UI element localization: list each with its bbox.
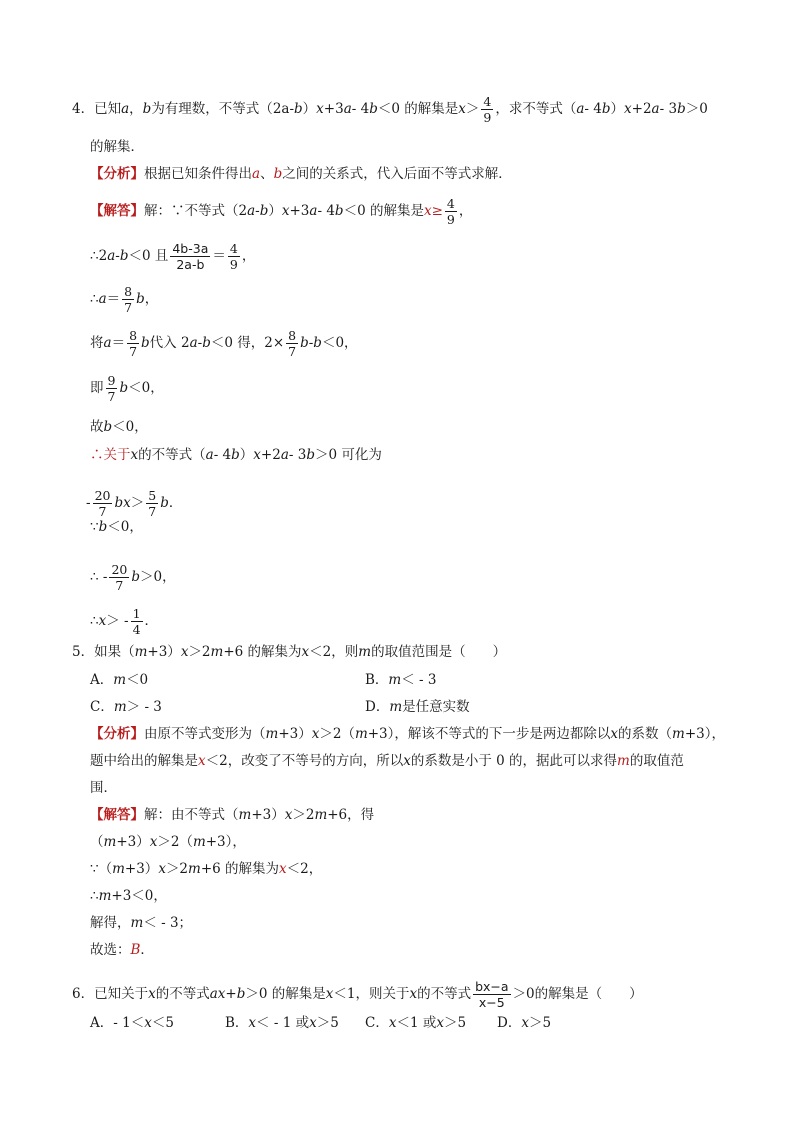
var: m (112, 861, 125, 877)
text: ∴ (90, 290, 99, 307)
text: - 4 (584, 100, 602, 117)
text: ） (268, 202, 282, 219)
var: x (284, 807, 293, 823)
text: ） (610, 100, 625, 117)
fraction-numerator: 4 (483, 94, 492, 109)
text: 题中给出的解集是 (90, 753, 198, 769)
text: - 1＜ (113, 1015, 145, 1031)
text: 的取值范围是（ ） (371, 644, 507, 660)
text: ＜ - 1 或 (256, 1015, 310, 1031)
text: 为有理数，不等式（ (151, 100, 273, 117)
text: 的系数（ (618, 726, 673, 742)
analysis-tag: 【分析】 (90, 166, 144, 182)
text: ＜ - 3 (401, 672, 437, 688)
text: ） (239, 447, 254, 463)
q5-option-a[interactable] (90, 674, 148, 688)
fraction-denominator: 7 (129, 344, 138, 360)
text: ＞2（ (319, 726, 355, 742)
q5-solution-line-5 (90, 917, 192, 931)
fraction (106, 374, 118, 403)
var: m (354, 726, 368, 742)
var: b (236, 985, 246, 1002)
text: ＜0， (321, 334, 358, 351)
var: a (103, 334, 112, 351)
text: ＜0， (107, 519, 143, 535)
fraction-numerator: 5 (148, 488, 157, 503)
var: m (134, 644, 148, 660)
var: m (98, 888, 112, 904)
var: x (279, 861, 287, 877)
text: 的不等式 (155, 985, 210, 1002)
fraction-denominator: 7 (288, 344, 297, 360)
answer: B (130, 942, 141, 958)
text: ＞0 的解集是 (245, 985, 326, 1002)
text: ＞5 (443, 1015, 467, 1031)
fraction-numerator: 4 (446, 196, 455, 211)
text: 的解集． (90, 139, 144, 155)
text: ∴2 (90, 247, 108, 264)
fraction-denominator: 7 (98, 504, 107, 520)
fraction (146, 489, 158, 518)
text: +3） (124, 861, 159, 877)
var: b (334, 202, 344, 219)
text: 的不等式 (417, 985, 472, 1002)
text: - (86, 494, 91, 511)
text: 代入 2 (149, 334, 190, 351)
var: b (103, 419, 113, 435)
fraction-numerator: 1 (132, 606, 141, 621)
q4-solution-line-2 (90, 242, 255, 271)
var: x (144, 1015, 152, 1031)
q4-solution-line-8 (86, 489, 182, 518)
var: x (309, 1015, 317, 1031)
var: a (280, 447, 289, 463)
var: x (325, 985, 334, 1002)
text: ， (129, 100, 143, 117)
var: x (248, 1015, 257, 1031)
option-letter: D． (497, 1015, 522, 1031)
text: 故选： (90, 942, 131, 958)
var: a (107, 247, 116, 264)
text: - (308, 334, 314, 351)
question-5-line-1 (72, 646, 506, 660)
text: 已知 (94, 100, 122, 117)
q6-option-b[interactable] (225, 1017, 339, 1031)
q4-solution-line-10 (90, 563, 176, 592)
q4-solution-line-1 (90, 197, 472, 226)
q4-analysis (90, 168, 512, 182)
var: a (252, 166, 261, 182)
fraction-numerator: 9 (107, 373, 116, 388)
fraction (127, 329, 139, 358)
var: a (309, 202, 318, 219)
var: ax (209, 985, 226, 1002)
text: ＞2 (188, 644, 211, 660)
text: ＞2（ (157, 834, 193, 850)
text: ＞5 (528, 1015, 552, 1031)
fraction-numerator: 20 (94, 488, 111, 503)
text: ＜5 (151, 1015, 174, 1031)
text: ，求不等式（ (495, 100, 577, 117)
text: ， (144, 290, 159, 307)
text: （ (90, 834, 104, 850)
var: x (403, 753, 411, 769)
text: +3）， (684, 726, 725, 742)
text: 是任意实数 (402, 699, 470, 715)
var: m (672, 726, 685, 742)
var: b (160, 494, 169, 511)
var: x (281, 202, 290, 219)
q5-solution-line-2 (90, 836, 246, 850)
fraction-numerator: 8 (288, 328, 297, 343)
var: m (113, 699, 127, 715)
text: - (115, 247, 120, 264)
var: m (238, 807, 252, 823)
fraction-numerator: 8 (129, 328, 138, 343)
text: 围． (90, 780, 117, 796)
question-number: 4． (72, 100, 95, 117)
var: x (158, 861, 166, 877)
text: 之间的关系式，代入后面不等式求解． (282, 166, 512, 182)
q4-solution-line-11 (90, 607, 158, 636)
text: 已知关于 (94, 985, 149, 1002)
fraction-denominator: 9 (483, 110, 492, 126)
text: ． (144, 612, 159, 629)
text: ＜2，改变了不等号的方向，所以 (205, 753, 404, 769)
text: +3＜0， (111, 888, 167, 904)
text: ＜ - 3； (143, 915, 193, 931)
q4-solution-line-3 (90, 285, 158, 314)
fraction-denominator: 7 (148, 504, 157, 520)
var: b (677, 100, 686, 117)
var: x (610, 726, 619, 742)
var: a (247, 202, 256, 219)
var: b (98, 519, 108, 535)
text: - 3 (659, 100, 678, 117)
solution-tag: 【解答】 (90, 202, 144, 219)
fraction-denominator: 7 (107, 389, 116, 405)
text: + (225, 985, 237, 1002)
text: ∵ (90, 519, 99, 535)
fraction (109, 563, 129, 592)
fraction-denominator: 9 (229, 257, 238, 273)
text: ∴ - (90, 568, 108, 585)
option-letter: C． (365, 1015, 389, 1031)
var: m (113, 672, 127, 688)
text: +6，得 (327, 807, 375, 823)
var: x (149, 834, 158, 850)
text: 解得， (90, 915, 131, 931)
var: b (259, 202, 269, 219)
text: +3），解该不等式的下一步是两边都除以 (367, 726, 611, 742)
text: 根据已知条件得出 (144, 166, 252, 182)
fraction (445, 197, 457, 226)
text: +3 (323, 100, 344, 117)
text: +3） (278, 726, 312, 742)
var: m (389, 699, 403, 715)
question-6-line-1 (72, 980, 643, 1009)
var: b (136, 290, 145, 307)
var: x (311, 726, 320, 742)
var: b (300, 334, 309, 351)
var: x (98, 612, 107, 629)
fraction-numerator: 4 (229, 241, 238, 256)
text: +2 (260, 447, 281, 463)
var: b (273, 166, 283, 182)
q4-solution-line-6 (90, 421, 148, 435)
q5-solution-line-4 (90, 890, 167, 904)
highlight (423, 202, 443, 219)
fraction (93, 489, 113, 518)
question-4-line-2 (90, 141, 144, 155)
var: m (192, 834, 206, 850)
fraction-numerator: 4b-3a (172, 241, 209, 256)
fraction (473, 980, 510, 1009)
var: x (388, 1015, 397, 1031)
fraction (122, 285, 134, 314)
text: ≥ (431, 202, 443, 219)
text: +3） (251, 807, 285, 823)
var: m (388, 672, 402, 688)
text: ＝ (106, 290, 121, 307)
text: ＜1，则关于 (333, 985, 410, 1002)
text: ＜1 或 (396, 1015, 437, 1031)
text: ＞2 (292, 807, 315, 823)
text: 的不等式（ (138, 447, 206, 463)
var: b (369, 100, 378, 117)
text: 、 (260, 166, 274, 182)
var: x (458, 100, 466, 117)
var: b (119, 247, 129, 264)
text: - (255, 202, 260, 219)
fraction-denominator: 7 (124, 300, 133, 316)
fraction (131, 607, 143, 636)
fraction-denominator: 2a-b (176, 257, 205, 273)
option-letter: A． (90, 1015, 114, 1031)
var: a (576, 100, 585, 117)
text: ＜2，则 (309, 644, 359, 660)
question-number: 6． (72, 985, 95, 1002)
text: ∵（ (90, 861, 113, 877)
var: x (301, 644, 310, 660)
text: ＜0 且 (128, 247, 169, 264)
q4-solution-line-9 (90, 521, 143, 535)
text: - (197, 334, 203, 351)
var: m (265, 726, 279, 742)
var: m (314, 807, 328, 823)
option-letter: D． (365, 699, 390, 715)
var: x (198, 753, 206, 769)
var: x (436, 1015, 444, 1031)
var: b (119, 379, 129, 396)
text: ＜0 的解集是 (377, 100, 459, 117)
text: ＞ - (106, 612, 129, 629)
text: ＞0 (685, 100, 708, 117)
var: b (306, 447, 315, 463)
var: m (617, 753, 630, 769)
var: m (188, 861, 201, 877)
question-4-line-1 (72, 95, 708, 124)
text: 由原不等式变形为（ (144, 726, 266, 742)
q6-option-d[interactable] (497, 1017, 551, 1031)
option-letter: C． (90, 699, 114, 715)
text: +3） (147, 644, 181, 660)
text: ＞0 可化为 (315, 447, 382, 463)
text: ． (140, 942, 154, 958)
q4-solution-line-5 (90, 374, 164, 403)
q4-solution-line-7 (90, 449, 382, 463)
text: 故 (90, 419, 104, 435)
var: x (423, 202, 432, 219)
text: ＜2， (286, 861, 323, 877)
text: 的系数是小于 0 的，据此可以求得 (410, 753, 618, 769)
text: +2 (631, 100, 652, 117)
text: ∴ (90, 888, 99, 904)
text: ＜0， (112, 419, 148, 435)
var: b (601, 100, 611, 117)
text: +3）， (205, 834, 246, 850)
fraction-denominator: 4 (132, 622, 141, 638)
text: ＝ (111, 334, 126, 351)
text: ， (241, 247, 256, 264)
text: ， (458, 202, 473, 219)
var: a (343, 100, 352, 117)
var: b (294, 100, 303, 117)
text: 将 (90, 334, 104, 351)
text: ） (302, 100, 317, 117)
q6-option-a[interactable] (90, 1017, 174, 1031)
text: 解：由不等式（ (144, 807, 239, 823)
q5-analysis-line-3 (90, 782, 117, 796)
text: - 4 (351, 100, 370, 117)
q5-analysis-line-1 (90, 728, 725, 742)
var: x (409, 985, 418, 1002)
text: ＞ - 3 (126, 699, 162, 715)
text: ＞ (465, 100, 480, 117)
q5-solution-line-6 (90, 944, 154, 958)
text: 解：∵不等式（2 (144, 202, 248, 219)
fraction-denominator: 9 (446, 212, 455, 228)
text: 的取值范 (629, 753, 684, 769)
q5-option-b[interactable] (365, 674, 436, 688)
analysis-tag: 【分析】 (90, 726, 144, 742)
text: - 3 (288, 447, 307, 463)
text: +3 (289, 202, 310, 219)
var: m (358, 644, 372, 660)
text: ∴关于 (90, 447, 131, 463)
text: ＞0的解集是（ ） (512, 985, 643, 1002)
var: b (131, 568, 141, 585)
var: b (313, 334, 322, 351)
fraction-numerator: 8 (124, 284, 133, 299)
var: b (142, 100, 152, 117)
text: 2a (272, 100, 290, 117)
fraction-numerator: 20 (111, 562, 128, 577)
fraction (170, 242, 210, 271)
text: ＞5 (316, 1015, 339, 1031)
text: 即 (90, 379, 104, 396)
option-letter: B． (365, 672, 389, 688)
q4-solution-line-4 (90, 329, 358, 358)
option-letter: A． (90, 672, 114, 688)
question-number: 5． (72, 644, 95, 660)
text: 如果（ (94, 644, 135, 660)
text: ＞0， (140, 568, 176, 585)
var: a (205, 447, 214, 463)
var: x (624, 100, 632, 117)
text: ＝ (212, 247, 226, 264)
text: - 4 (317, 202, 335, 219)
var: b (202, 334, 211, 351)
fraction-numerator: bx−a (475, 979, 509, 994)
q5-solution-line-1 (90, 809, 374, 823)
fraction-denominator: 7 (115, 578, 124, 594)
var: x (180, 644, 189, 660)
text: ∴ (90, 612, 99, 629)
fraction (228, 242, 240, 271)
text: - 4 (213, 447, 232, 463)
var: x (148, 985, 156, 1002)
text: - (289, 100, 295, 117)
var: a (121, 100, 130, 117)
fraction-denominator: x−5 (478, 995, 505, 1011)
var: bx (114, 494, 131, 511)
text: ＜0 得，2× (210, 334, 285, 351)
q5-solution-line-3 (90, 863, 322, 877)
text: ＜0， (128, 379, 164, 396)
text: ＜0 (126, 672, 149, 688)
text: ＜0 的解集是 (343, 202, 424, 219)
var: a (189, 334, 198, 351)
solution-tag: 【解答】 (90, 807, 144, 823)
text: ＞2 (165, 861, 189, 877)
var: x (253, 447, 261, 463)
fraction (481, 95, 493, 124)
var: a (651, 100, 660, 117)
var: b (231, 447, 240, 463)
option-letter: B． (225, 1015, 249, 1031)
var: x (521, 1015, 529, 1031)
q5-option-d[interactable] (365, 701, 470, 715)
var: x (130, 447, 139, 463)
q6-option-c[interactable] (365, 1017, 466, 1031)
text: ＞ (130, 494, 145, 511)
var: m (210, 644, 224, 660)
var: a (98, 290, 107, 307)
var: b (141, 334, 150, 351)
q5-option-c[interactable] (90, 701, 162, 715)
q5-analysis-line-2 (90, 755, 684, 769)
var: m (103, 834, 117, 850)
var: m (130, 915, 144, 931)
text: +6 的解集为 (200, 861, 280, 877)
var: x (316, 100, 324, 117)
fraction (286, 329, 298, 358)
text: +3） (116, 834, 150, 850)
text: +6 的解集为 (223, 644, 302, 660)
text: ． (168, 494, 183, 511)
